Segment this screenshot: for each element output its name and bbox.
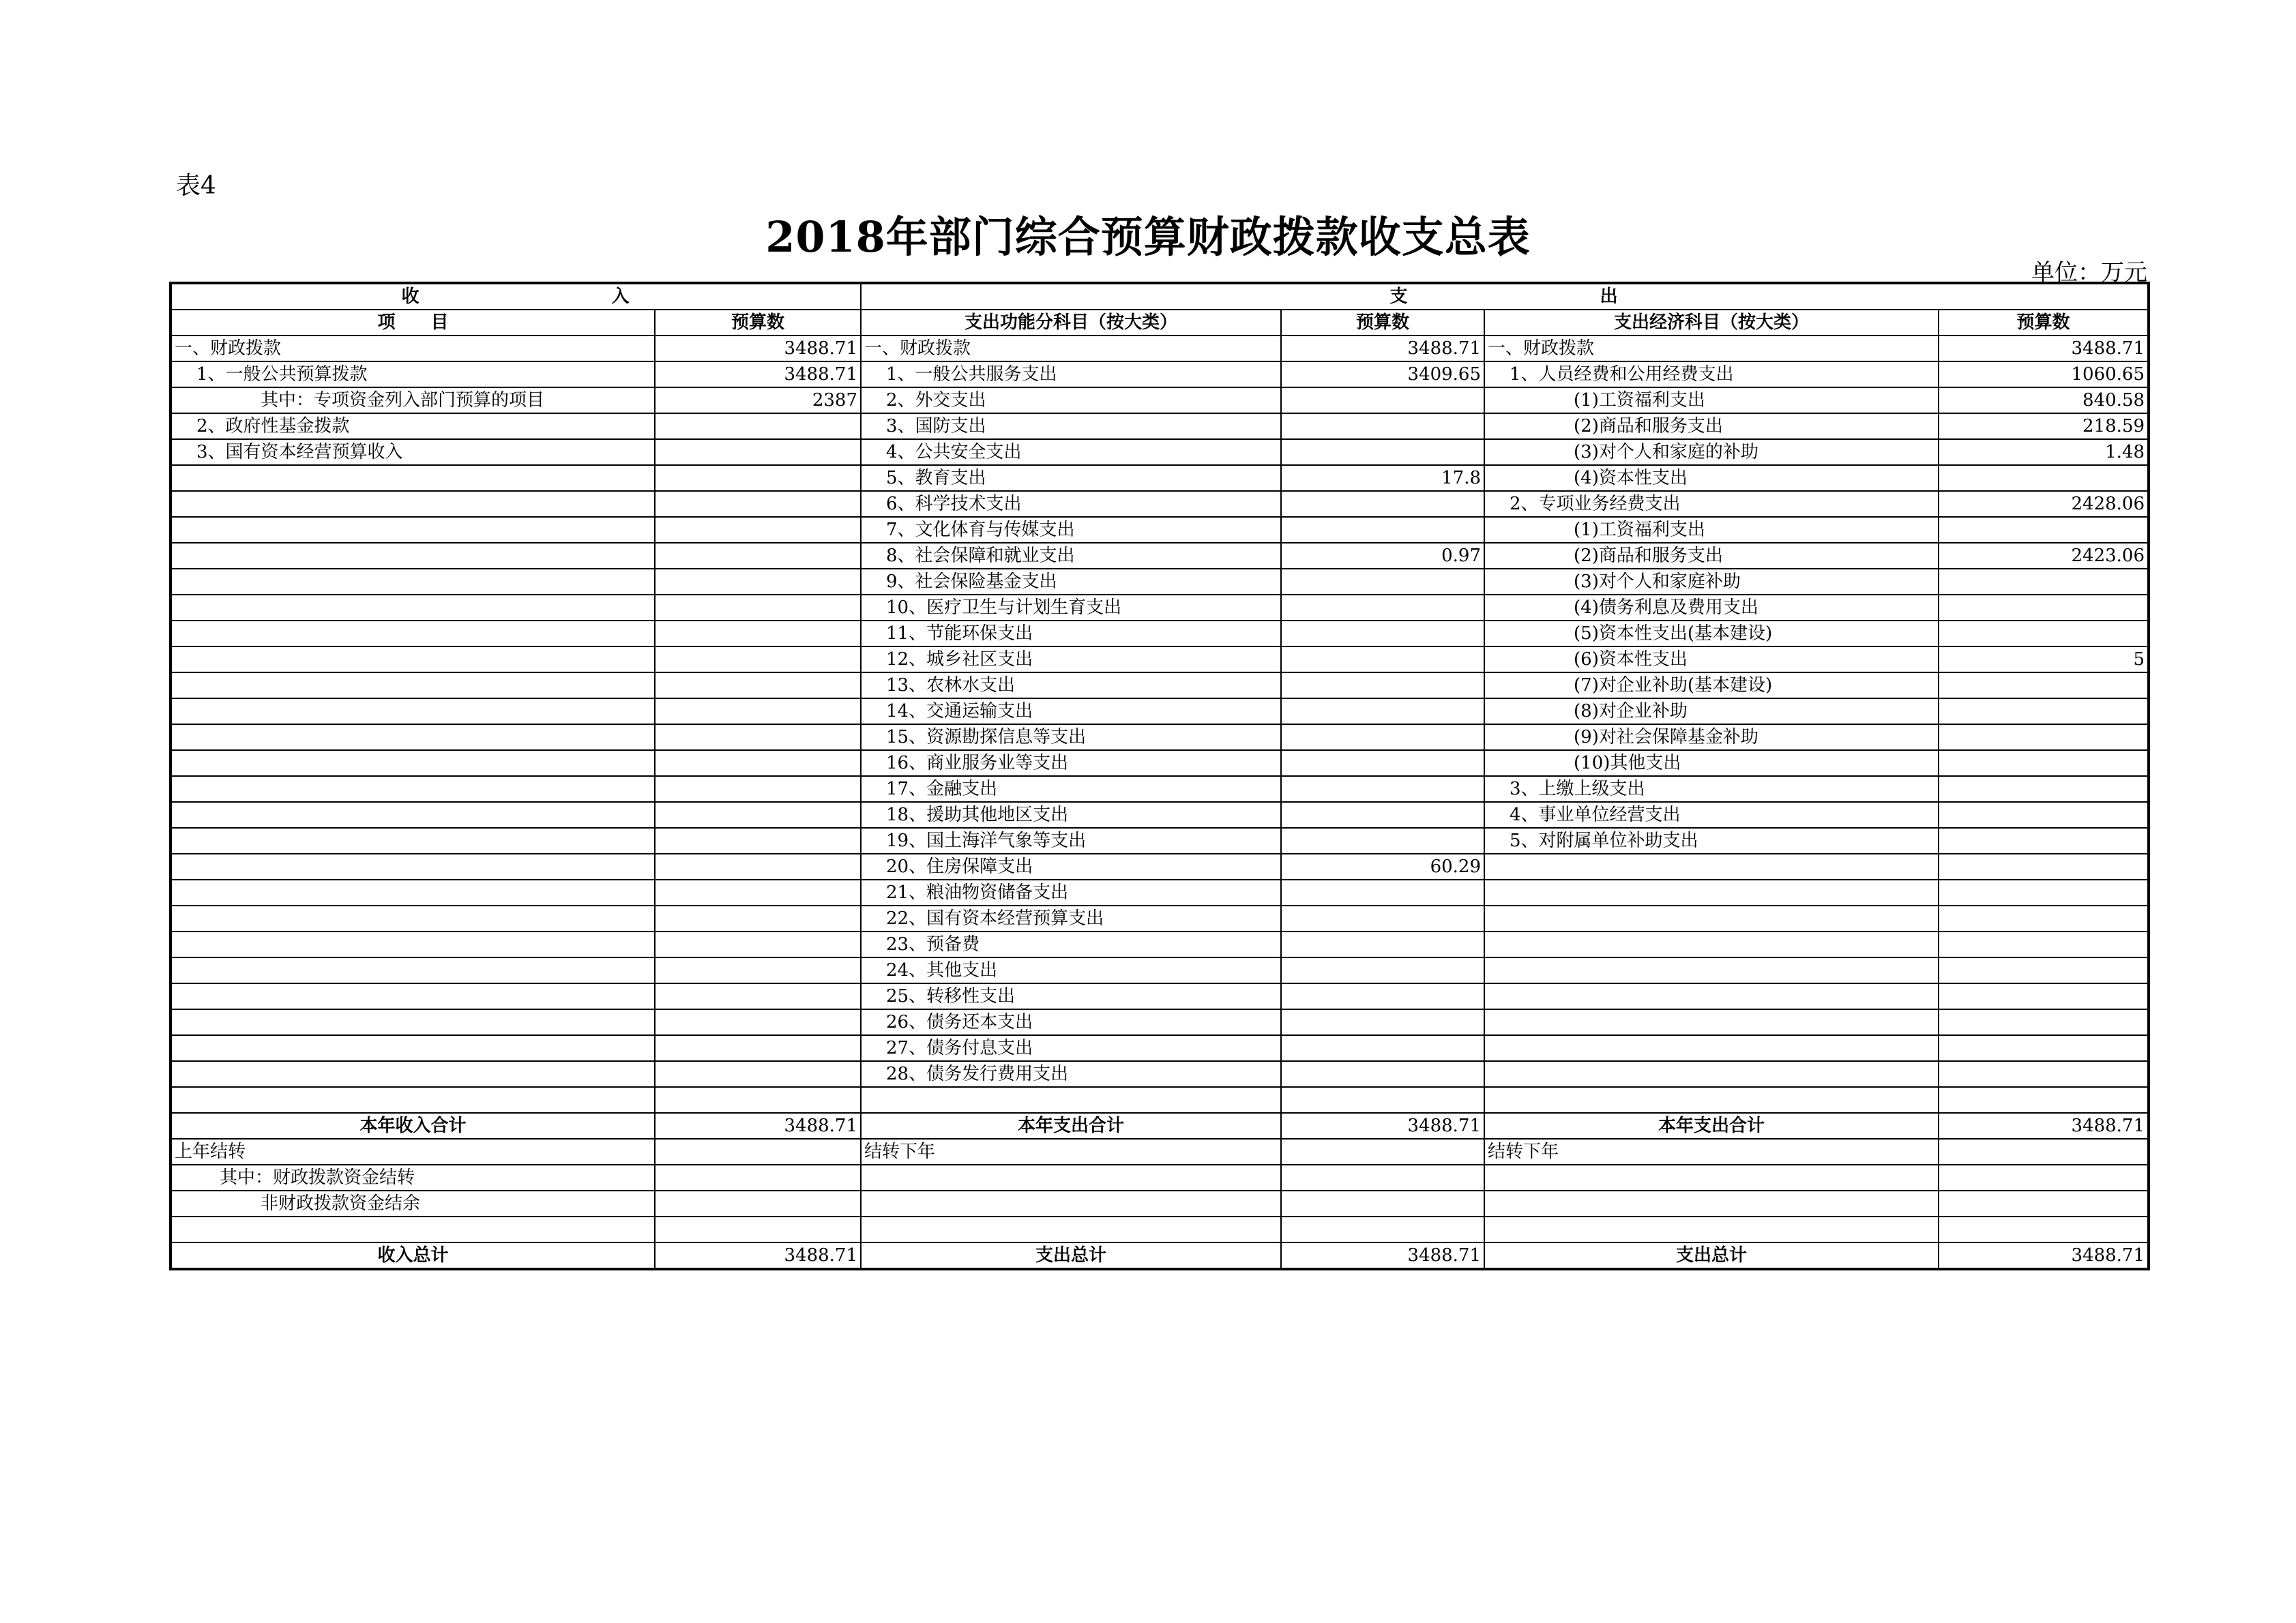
income-item-cell — [171, 802, 655, 828]
table-row — [171, 957, 2149, 983]
economic-amount-cell: 5 — [1939, 646, 2149, 672]
income-amount-cell — [655, 1035, 861, 1061]
table-row — [171, 802, 2149, 828]
function-item-cell — [861, 1165, 1281, 1191]
column-header-row — [171, 310, 2149, 336]
economic-amount-cell — [1939, 1087, 2149, 1113]
function-amount-cell — [1281, 1165, 1484, 1191]
income-amount-cell — [655, 413, 861, 439]
table-row — [171, 1061, 2149, 1087]
economic-item-cell: 结转下年 — [1484, 1139, 1939, 1165]
economic-item-cell — [1484, 1035, 1939, 1061]
function-item-cell: 28、债务发行费用支出 — [861, 1061, 1281, 1087]
economic-item-cell — [1484, 906, 1939, 932]
income-item-cell — [171, 595, 655, 621]
economic-amount-cell — [1939, 906, 2149, 932]
function-amount-cell — [1281, 802, 1484, 828]
income-item-cell — [171, 1009, 655, 1035]
function-item-cell: 18、援助其他地区支出 — [861, 802, 1281, 828]
function-amount-cell — [1281, 1035, 1484, 1061]
function-item-cell: 5、教育支出 — [861, 465, 1281, 491]
economic-amount-cell: 218.59 — [1939, 413, 2149, 439]
economic-amount-cell: 3488.71 — [1939, 1113, 2149, 1139]
income-item-cell: 3、国有资本经营预算收入 — [171, 439, 655, 465]
table-row — [171, 491, 2149, 517]
table-row — [171, 906, 2149, 932]
function-amount-cell: 3409.65 — [1281, 361, 1484, 387]
economic-amount-cell — [1939, 1139, 2149, 1165]
function-item-cell: 9、社会保险基金支出 — [861, 569, 1281, 595]
function-item-cell: 26、债务还本支出 — [861, 1009, 1281, 1035]
function-amount-cell: 60.29 — [1281, 854, 1484, 880]
economic-item-cell: (8)对企业补助 — [1484, 698, 1939, 724]
economic-amount-cell — [1939, 983, 2149, 1009]
income-amount-cell — [655, 621, 861, 646]
economic-amount-cell: 2423.06 — [1939, 543, 2149, 569]
income-amount-cell — [655, 1061, 861, 1087]
function-amount-cell — [1281, 621, 1484, 646]
table-row — [171, 361, 2149, 387]
economic-amount-cell — [1939, 1165, 2149, 1191]
column-header: 预算数 — [1281, 310, 1484, 336]
income-amount-cell — [655, 569, 861, 595]
economic-item-cell — [1484, 854, 1939, 880]
income-item-cell — [171, 724, 655, 750]
economic-item-cell — [1484, 1191, 1939, 1217]
function-item-cell: 本年支出合计 — [861, 1113, 1281, 1139]
table-row — [171, 1191, 2149, 1217]
economic-item-cell: 本年支出合计 — [1484, 1113, 1939, 1139]
economic-amount-cell — [1939, 621, 2149, 646]
income-item-cell — [171, 983, 655, 1009]
function-amount-cell — [1281, 672, 1484, 698]
income-item-cell — [171, 1087, 655, 1113]
economic-item-cell — [1484, 1087, 1939, 1113]
economic-amount-cell: 1060.65 — [1939, 361, 2149, 387]
income-item-cell — [171, 698, 655, 724]
income-amount-cell — [655, 1165, 861, 1191]
economic-item-cell — [1484, 957, 1939, 983]
column-header: 预算数 — [655, 310, 861, 336]
table-row — [171, 983, 2149, 1009]
table-row — [171, 828, 2149, 854]
economic-amount-cell — [1939, 854, 2149, 880]
economic-item-cell: 2、专项业务经费支出 — [1484, 491, 1939, 517]
function-amount-cell — [1281, 1009, 1484, 1035]
economic-item-cell — [1484, 1165, 1939, 1191]
economic-amount-cell: 1.48 — [1939, 439, 2149, 465]
table-row — [171, 750, 2149, 776]
income-item-cell: 上年结转 — [171, 1139, 655, 1165]
function-item-cell: 支出总计 — [861, 1242, 1281, 1269]
budget-table — [169, 282, 2150, 1270]
income-item-cell — [171, 957, 655, 983]
income-item-cell — [171, 932, 655, 957]
function-item-cell: 19、国土海洋气象等支出 — [861, 828, 1281, 854]
income-item-cell — [171, 1217, 655, 1242]
economic-item-cell: 3、上缴上级支出 — [1484, 776, 1939, 802]
income-amount-cell — [655, 1139, 861, 1165]
function-amount-cell — [1281, 1087, 1484, 1113]
income-amount-cell — [655, 854, 861, 880]
function-amount-cell — [1281, 1139, 1484, 1165]
table-row — [171, 672, 2149, 698]
column-header: 预算数 — [1939, 310, 2149, 336]
table-row — [171, 932, 2149, 957]
income-item-cell — [171, 750, 655, 776]
economic-amount-cell — [1939, 802, 2149, 828]
income-amount-cell — [655, 957, 861, 983]
income-item-cell: 非财政拨款资金结余 — [171, 1191, 655, 1217]
economic-item-cell: (3)对个人和家庭补助 — [1484, 569, 1939, 595]
economic-item-cell — [1484, 1061, 1939, 1087]
table-row — [171, 776, 2149, 802]
function-item-cell: 14、交通运输支出 — [861, 698, 1281, 724]
economic-item-cell: (9)对社会保障基金补助 — [1484, 724, 1939, 750]
table-row — [171, 413, 2149, 439]
economic-amount-cell — [1939, 1009, 2149, 1035]
income-item-cell: 收入总计 — [171, 1242, 655, 1269]
table-row — [171, 880, 2149, 906]
economic-amount-cell — [1939, 517, 2149, 543]
column-header: 项 目 — [171, 310, 655, 336]
economic-item-cell — [1484, 932, 1939, 957]
income-item-cell: 一、财政拨款 — [171, 336, 655, 361]
function-item-cell: 2、外交支出 — [861, 387, 1281, 413]
economic-amount-cell: 3488.71 — [1939, 1242, 2149, 1269]
economic-amount-cell — [1939, 776, 2149, 802]
income-amount-cell: 3488.71 — [655, 1113, 861, 1139]
income-amount-cell — [655, 491, 861, 517]
economic-amount-cell — [1939, 932, 2149, 957]
function-amount-cell — [1281, 491, 1484, 517]
function-amount-cell — [1281, 828, 1484, 854]
economic-item-cell: (3)对个人和家庭的补助 — [1484, 439, 1939, 465]
function-item-cell: 17、金融支出 — [861, 776, 1281, 802]
income-amount-cell — [655, 646, 861, 672]
function-amount-cell — [1281, 569, 1484, 595]
income-amount-cell — [655, 517, 861, 543]
function-item-cell: 7、文化体育与传媒支出 — [861, 517, 1281, 543]
income-amount-cell — [655, 465, 861, 491]
income-amount-cell: 3488.71 — [655, 361, 861, 387]
table-label: 表4 — [176, 172, 216, 200]
function-item-cell: 24、其他支出 — [861, 957, 1281, 983]
economic-amount-cell — [1939, 880, 2149, 906]
table-row — [171, 1087, 2149, 1113]
function-item-cell — [861, 1191, 1281, 1217]
income-amount-cell — [655, 439, 861, 465]
function-item-cell — [861, 1217, 1281, 1242]
function-amount-cell — [1281, 983, 1484, 1009]
income-item-cell — [171, 880, 655, 906]
economic-item-cell: (4)资本性支出 — [1484, 465, 1939, 491]
income-item-cell — [171, 1061, 655, 1087]
function-item-cell: 22、国有资本经营预算支出 — [861, 906, 1281, 932]
function-item-cell: 一、财政拨款 — [861, 336, 1281, 361]
economic-amount-cell — [1939, 1191, 2149, 1217]
function-amount-cell — [1281, 439, 1484, 465]
economic-amount-cell: 3488.71 — [1939, 336, 2149, 361]
function-amount-cell — [1281, 776, 1484, 802]
function-amount-cell — [1281, 595, 1484, 621]
table-row — [171, 698, 2149, 724]
economic-amount-cell — [1939, 750, 2149, 776]
expense-section-header: 支 出 — [861, 283, 2149, 310]
economic-amount-cell — [1939, 698, 2149, 724]
income-amount-cell — [655, 828, 861, 854]
function-amount-cell — [1281, 880, 1484, 906]
income-amount-cell — [655, 1087, 861, 1113]
function-item-cell — [861, 1087, 1281, 1113]
income-amount-cell — [655, 906, 861, 932]
income-item-cell — [171, 569, 655, 595]
function-item-cell: 21、粮油物资储备支出 — [861, 880, 1281, 906]
economic-item-cell: (6)资本性支出 — [1484, 646, 1939, 672]
table-row — [171, 1217, 2149, 1242]
function-amount-cell — [1281, 932, 1484, 957]
function-item-cell: 11、节能环保支出 — [861, 621, 1281, 646]
function-item-cell: 20、住房保障支出 — [861, 854, 1281, 880]
economic-item-cell: (4)债务利息及费用支出 — [1484, 595, 1939, 621]
table-row — [171, 336, 2149, 361]
function-amount-cell — [1281, 957, 1484, 983]
income-item-cell — [171, 1035, 655, 1061]
table-row — [171, 621, 2149, 646]
income-item-cell — [171, 465, 655, 491]
column-header: 支出经济科目（按大类） — [1484, 310, 1939, 336]
income-item-cell: 其中：财政拨款资金结转 — [171, 1165, 655, 1191]
table-row — [171, 646, 2149, 672]
table-row — [171, 854, 2149, 880]
total-row — [171, 1242, 2149, 1269]
income-item-cell: 本年收入合计 — [171, 1113, 655, 1139]
income-item-cell: 2、政府性基金拨款 — [171, 413, 655, 439]
economic-amount-cell — [1939, 1061, 2149, 1087]
income-amount-cell — [655, 698, 861, 724]
income-amount-cell — [655, 1217, 861, 1242]
economic-item-cell: (1)工资福利支出 — [1484, 517, 1939, 543]
income-amount-cell: 3488.71 — [655, 1242, 861, 1269]
income-item-cell — [171, 906, 655, 932]
economic-item-cell: (7)对企业补助(基本建设) — [1484, 672, 1939, 698]
function-amount-cell: 0.97 — [1281, 543, 1484, 569]
economic-item-cell: 4、事业单位经营支出 — [1484, 802, 1939, 828]
economic-amount-cell — [1939, 595, 2149, 621]
table-row — [171, 595, 2149, 621]
economic-amount-cell — [1939, 828, 2149, 854]
income-item-cell — [171, 672, 655, 698]
income-item-cell — [171, 621, 655, 646]
column-header: 支出功能分科目（按大类） — [861, 310, 1281, 336]
function-amount-cell — [1281, 387, 1484, 413]
function-amount-cell — [1281, 906, 1484, 932]
income-amount-cell — [655, 880, 861, 906]
income-amount-cell — [655, 672, 861, 698]
unit-label: 单位：万元 — [2031, 259, 2147, 286]
economic-amount-cell: 2428.06 — [1939, 491, 2149, 517]
income-amount-cell — [655, 595, 861, 621]
page-title: 2018年部门综合预算财政拨款收支总表 — [765, 212, 1531, 262]
income-item-cell — [171, 828, 655, 854]
economic-amount-cell — [1939, 724, 2149, 750]
income-amount-cell — [655, 724, 861, 750]
income-amount-cell — [655, 543, 861, 569]
table-row — [171, 1035, 2149, 1061]
economic-item-cell — [1484, 880, 1939, 906]
economic-item-cell — [1484, 983, 1939, 1009]
table-row — [171, 1165, 2149, 1191]
function-item-cell: 15、资源勘探信息等支出 — [861, 724, 1281, 750]
income-item-cell: 1、一般公共预算拨款 — [171, 361, 655, 387]
income-amount-cell — [655, 1009, 861, 1035]
function-amount-cell — [1281, 646, 1484, 672]
table-row — [171, 543, 2149, 569]
function-amount-cell — [1281, 1061, 1484, 1087]
table-row — [171, 465, 2149, 491]
function-amount-cell: 17.8 — [1281, 465, 1484, 491]
table-row — [171, 439, 2149, 465]
economic-item-cell: (5)资本性支出(基本建设) — [1484, 621, 1939, 646]
function-amount-cell — [1281, 698, 1484, 724]
economic-amount-cell — [1939, 957, 2149, 983]
table-row — [171, 1139, 2149, 1165]
income-amount-cell: 2387 — [655, 387, 861, 413]
table-row — [171, 1009, 2149, 1035]
table-row — [171, 517, 2149, 543]
income-item-cell — [171, 854, 655, 880]
income-amount-cell — [655, 750, 861, 776]
function-item-cell: 6、科学技术支出 — [861, 491, 1281, 517]
income-section-header: 收 入 — [171, 283, 861, 310]
table-row — [171, 724, 2149, 750]
function-amount-cell — [1281, 1191, 1484, 1217]
income-amount-cell — [655, 1191, 861, 1217]
function-item-cell: 8、社会保障和就业支出 — [861, 543, 1281, 569]
economic-item-cell: (2)商品和服务支出 — [1484, 413, 1939, 439]
total-row — [171, 1113, 2149, 1139]
function-item-cell: 12、城乡社区支出 — [861, 646, 1281, 672]
function-item-cell: 25、转移性支出 — [861, 983, 1281, 1009]
economic-item-cell: (10)其他支出 — [1484, 750, 1939, 776]
table-row — [171, 569, 2149, 595]
economic-item-cell: (2)商品和服务支出 — [1484, 543, 1939, 569]
economic-amount-cell — [1939, 672, 2149, 698]
function-item-cell: 1、一般公共服务支出 — [861, 361, 1281, 387]
function-amount-cell — [1281, 517, 1484, 543]
income-amount-cell — [655, 983, 861, 1009]
income-item-cell — [171, 646, 655, 672]
income-amount-cell: 3488.71 — [655, 336, 861, 361]
income-item-cell — [171, 776, 655, 802]
income-item-cell — [171, 543, 655, 569]
income-item-cell — [171, 517, 655, 543]
income-item-cell — [171, 491, 655, 517]
economic-item-cell: 5、对附属单位补助支出 — [1484, 828, 1939, 854]
function-amount-cell — [1281, 750, 1484, 776]
function-item-cell: 4、公共安全支出 — [861, 439, 1281, 465]
income-item-cell: 其中：专项资金列入部门预算的项目 — [171, 387, 655, 413]
function-item-cell: 23、预备费 — [861, 932, 1281, 957]
income-amount-cell — [655, 776, 861, 802]
function-item-cell: 13、农林水支出 — [861, 672, 1281, 698]
function-item-cell: 3、国防支出 — [861, 413, 1281, 439]
function-item-cell: 10、医疗卫生与计划生育支出 — [861, 595, 1281, 621]
section-header-row — [171, 283, 2149, 310]
table-row — [171, 387, 2149, 413]
function-item-cell: 27、债务付息支出 — [861, 1035, 1281, 1061]
economic-item-cell: 1、人员经费和公用经费支出 — [1484, 361, 1939, 387]
income-amount-cell — [655, 802, 861, 828]
function-amount-cell — [1281, 1217, 1484, 1242]
function-amount-cell: 3488.71 — [1281, 336, 1484, 361]
economic-amount-cell — [1939, 1217, 2149, 1242]
function-amount-cell: 3488.71 — [1281, 1113, 1484, 1139]
economic-item-cell — [1484, 1217, 1939, 1242]
economic-item-cell — [1484, 1009, 1939, 1035]
function-item-cell: 16、商业服务业等支出 — [861, 750, 1281, 776]
economic-amount-cell — [1939, 569, 2149, 595]
economic-item-cell: 一、财政拨款 — [1484, 336, 1939, 361]
economic-item-cell: (1)工资福利支出 — [1484, 387, 1939, 413]
economic-amount-cell: 840.58 — [1939, 387, 2149, 413]
income-amount-cell — [655, 932, 861, 957]
economic-item-cell: 支出总计 — [1484, 1242, 1939, 1269]
function-amount-cell — [1281, 413, 1484, 439]
function-amount-cell: 3488.71 — [1281, 1242, 1484, 1269]
economic-amount-cell — [1939, 465, 2149, 491]
function-item-cell: 结转下年 — [861, 1139, 1281, 1165]
economic-amount-cell — [1939, 1035, 2149, 1061]
function-amount-cell — [1281, 724, 1484, 750]
